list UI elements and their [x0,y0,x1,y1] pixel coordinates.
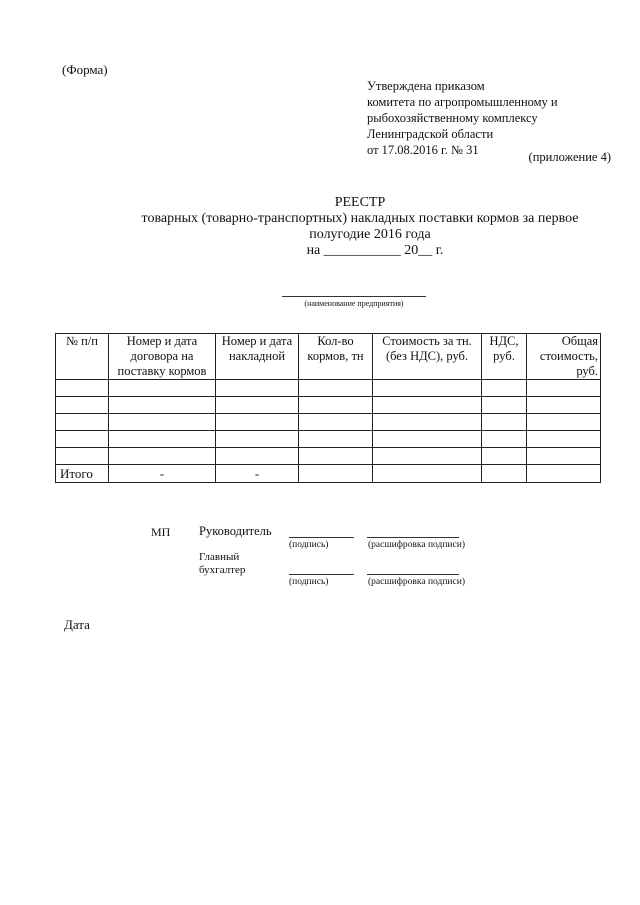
head-signature-label: Руководитель [199,524,272,538]
column-header: Общая стоимость, руб. [527,334,601,380]
approval-line: Утверждена приказом [367,79,485,93]
document-title [60,195,640,259]
date-label: Дата [64,617,90,632]
column-header: Номер и дата накладной [216,334,299,380]
table-row [56,448,601,465]
column-header: Номер и дата договора на поставку кормов [109,334,216,380]
approval-line: рыбохозяйственному комплексу [367,111,538,125]
signature-caption: (подпись) [289,577,329,587]
total-cell: - [109,465,216,483]
signature-caption: (подпись) [289,540,329,550]
approval-block [367,78,558,158]
approval-line: Ленинградской области [367,127,494,141]
total-cell [299,465,373,483]
column-header: Кол-во кормов, тн [299,334,373,380]
table-row [56,380,601,397]
title-date: на ___________ 20__ г. [306,243,444,258]
accountant-signature-line [289,574,354,575]
approval-line: комитета по агропромышленному и [367,95,558,109]
organization-line [282,296,426,297]
column-header: № п/п [56,334,109,380]
column-header: Стоимость за тн. (без НДС), руб. [373,334,482,380]
title-description: товарных (товарно-транспортных) накладных поставки кормов за первое [141,211,579,226]
total-cell: - [216,465,299,483]
accountant-signature-label: Главный бухгалтер [199,551,246,576]
organization-caption: (наименование предприятия) [304,299,404,308]
total-cell [482,465,527,483]
title-registry: РЕЕСТР [334,195,386,210]
head-decode-line [367,537,459,538]
table-header-row [56,334,601,380]
accountant-decode-line [367,574,459,575]
table-row [56,431,601,448]
registry-table [55,333,601,483]
total-label: Итого [56,465,109,483]
decode-caption: (расшифровка подписи) [368,540,465,550]
head-signature-line [289,537,354,538]
form-label: (Форма) [62,62,108,77]
decode-caption: (расшифровка подписи) [368,577,465,587]
appendix-label: (приложение 4) [528,150,611,164]
total-cell [527,465,601,483]
approval-line: от 17.08.2016 г. № 31 [367,143,479,157]
table-row [56,414,601,431]
table-total-row [56,465,601,483]
table-row [56,397,601,414]
total-cell [373,465,482,483]
title-period: полугодие 2016 года [309,227,431,242]
stamp-placeholder: МП [151,525,171,539]
column-header: НДС, руб. [482,334,527,380]
